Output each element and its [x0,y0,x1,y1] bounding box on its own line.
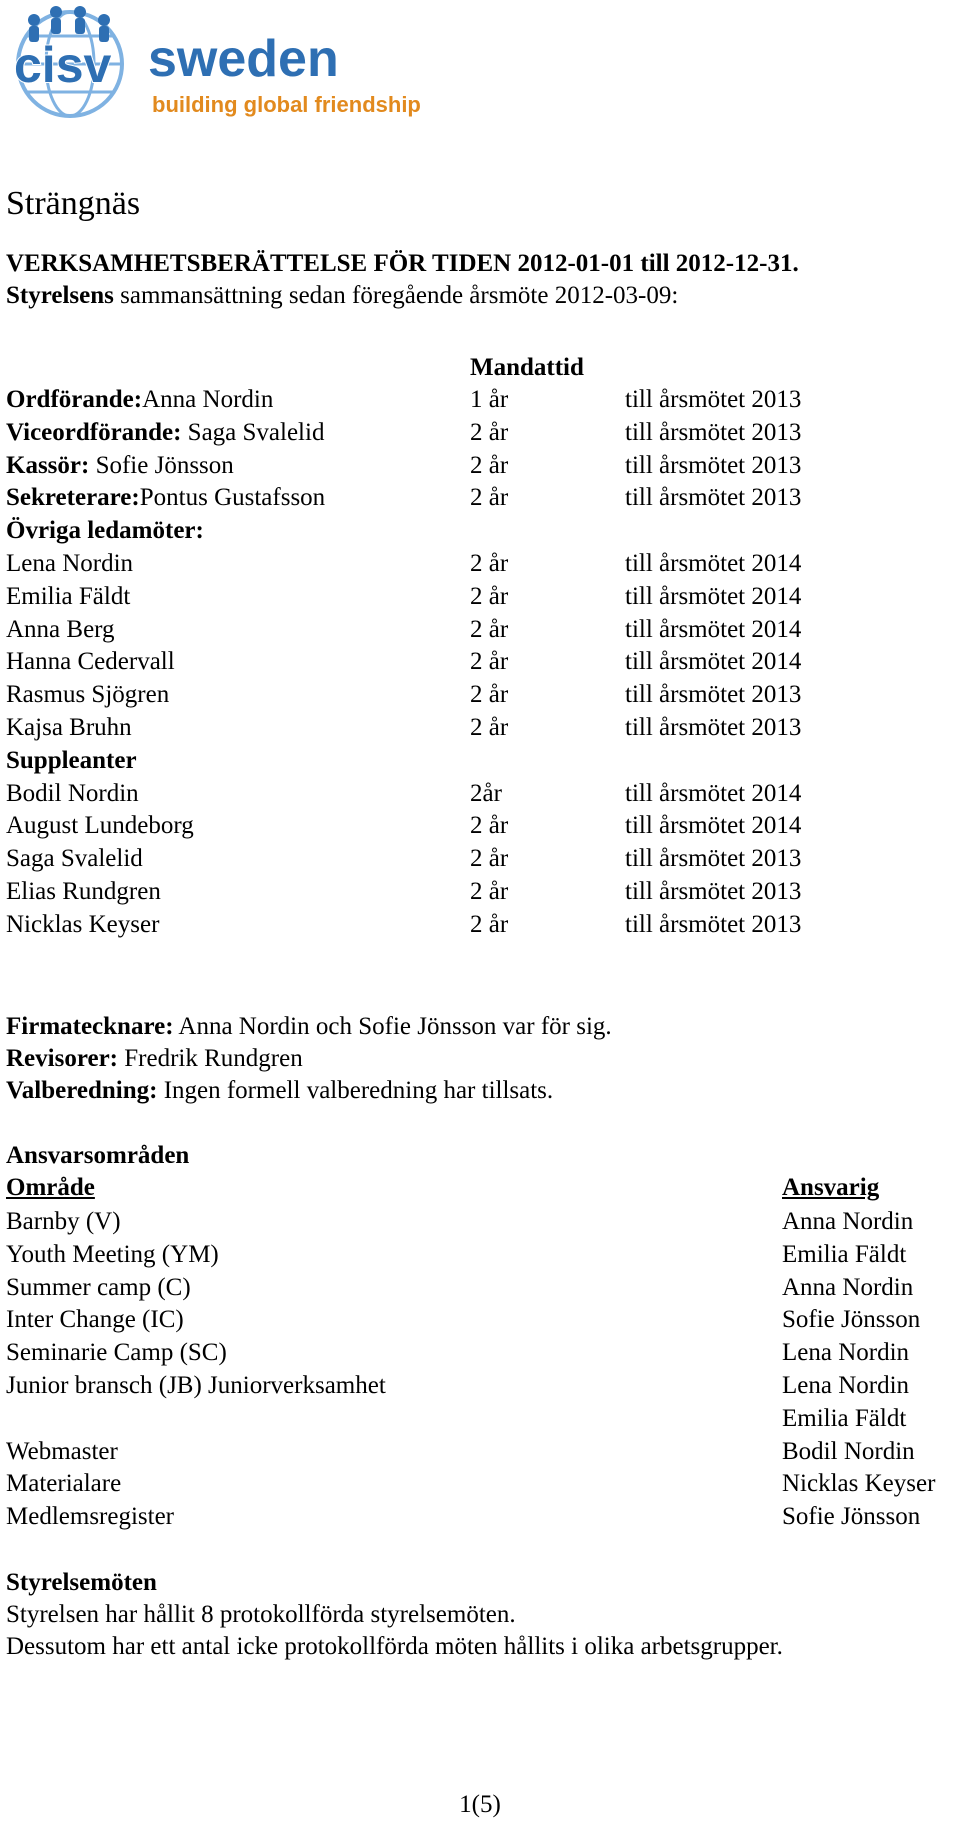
board-term: 2 år [470,549,509,577]
board-name: Pontus Gustafsson [139,484,326,512]
area-row [6,1304,956,1337]
board-until: till årsmötet 2013 [625,681,802,709]
board-term: 2 år [470,451,509,479]
board-row [6,482,906,515]
area-responsible: Sofie Jönsson [782,1503,921,1531]
board-until: till årsmötet 2014 [625,779,802,807]
board-member [6,548,133,581]
board-role: Viceordförande: [6,418,182,446]
area-row [6,1206,956,1239]
board-name: Elias Rundgren [6,877,161,905]
board-row [6,843,906,876]
board-role: Suppleanter [6,746,137,774]
board-term: 2 år [470,615,509,643]
board-name: Emilia Fäldt [6,582,131,610]
signatories-value: Anna Nordin och Sofie Jönsson var för sig. [173,1013,612,1040]
board-term: 2 år [470,910,509,938]
area-name: Summer camp (C) [6,1273,191,1301]
board-term: 2 år [470,713,509,741]
area-name: Webmaster [6,1437,118,1465]
board-term: 2 år [470,845,509,873]
meetings-heading: Styrelsemöten [6,1569,157,1596]
area-name: Materialare [6,1470,122,1498]
board-member [6,778,139,811]
board-until: till årsmötet 2014 [625,648,802,676]
areas-header-area: Område [6,1174,95,1201]
board-until: till årsmötet 2014 [625,549,802,577]
board-member [6,810,194,843]
area-responsible: Anna Nordin [782,1273,914,1301]
board-until: till årsmötet 2014 [625,615,802,643]
board-term: 2 år [470,812,509,840]
area-responsible: Sofie Jönsson [782,1306,921,1334]
nomination-value: Ingen formell valberedning har tillsats. [157,1077,554,1104]
board-member [6,876,161,909]
meetings-line-2: Dessutom har ett antal icke protokollförda möten hållits i olika arbetsgrupper. [6,1633,783,1660]
area-row [6,1370,956,1403]
area-row [6,1337,956,1370]
board-member [6,482,325,515]
area-name: Youth Meeting (YM) [6,1240,219,1268]
board-name: Hanna Cedervall [6,648,175,676]
board-name: Anna Nordin [142,386,274,413]
board-intro-rest: sammansättning sedan föregående årsmöte 2012-03-09: [113,282,679,309]
board-until: till årsmötet 2013 [625,484,802,512]
board-term: 2 år [470,418,509,446]
board-member [6,679,169,712]
board-until: till årsmötet 2014 [625,812,802,840]
board-member [6,745,137,778]
auditors-label: Revisorer: [6,1045,118,1072]
board-name: Rasmus Sjögren [6,681,170,709]
area-responsible: Bodil Nordin [782,1437,915,1465]
board-member [6,646,175,679]
board-row [6,646,906,679]
board-name: Sofie Jönsson [89,451,234,479]
board-name: Nicklas Keyser [6,910,160,938]
board-row [6,614,906,647]
areas-header-responsible: Ansvarig [782,1174,880,1201]
board-member [6,450,234,483]
cisv-sweden-logo [4,2,424,120]
board-name: Bodil Nordin [6,779,139,807]
signatories-label: Firmatecknare: [6,1013,174,1040]
board-until: till årsmötet 2013 [625,418,802,446]
board-row [6,778,906,811]
board-row [6,515,906,548]
area-row [6,1239,956,1272]
board-member [6,712,132,745]
area-row [6,1436,956,1469]
board-member [6,417,324,450]
board-name: Kajsa Bruhn [6,713,132,741]
board-role: Sekreterare: [6,484,140,512]
board-until: till årsmötet 2013 [625,451,802,479]
board-member [6,581,130,614]
area-name: Junior bransch (JB) Juniorverksamhet [6,1371,386,1399]
auditors-line [6,1043,303,1075]
mandattid-header: Mandattid [470,354,584,381]
area-name: Medlemsregister [6,1503,175,1531]
board-table [6,384,906,942]
board-row [6,876,906,909]
area-responsible: Lena Nordin [782,1371,910,1399]
board-until: till årsmötet 2013 [625,877,802,905]
board-row [6,745,906,778]
logo-tagline: building global friendship [152,92,421,117]
board-until: till årsmötet 2014 [625,582,802,610]
area-row [6,1468,956,1501]
board-member [6,384,273,417]
board-name: Saga Svalelid [181,418,325,446]
board-until: till årsmötet 2013 [625,845,802,873]
area-row [6,1403,956,1436]
nomination-label: Valberedning: [6,1077,158,1104]
board-member [6,515,204,548]
signatories-line [6,1011,612,1043]
board-intro [6,280,678,312]
board-name: Lena Nordin [6,549,134,577]
area-name: Seminarie Camp (SC) [6,1339,227,1367]
board-term: 2 år [470,877,509,905]
board-term: 2 år [470,681,509,709]
board-row [6,810,906,843]
document-title: Strängnäs [6,185,141,222]
area-responsible: Emilia Fäldt [782,1240,907,1268]
areas-heading: Ansvarsområden [6,1142,190,1169]
page-number: 1(5) [459,1791,501,1818]
auditors-value: Fredrik Rundgren [118,1045,303,1072]
board-member [6,909,159,942]
board-intro-bold: Styrelsens [6,282,114,309]
area-responsible: Emilia Fäldt [782,1404,907,1432]
board-row [6,417,906,450]
board-name: Saga Svalelid [6,845,143,873]
board-name: Anna Berg [6,615,115,643]
board-row [6,384,906,417]
logo-graphic [4,2,424,120]
area-row [6,1272,956,1305]
area-responsible: Lena Nordin [782,1339,910,1367]
board-term: 2 år [470,582,509,610]
area-responsible: Nicklas Keyser [782,1470,936,1498]
board-name: August Lundeborg [6,812,194,840]
nomination-line [6,1075,553,1107]
board-row [6,581,906,614]
areas-table [6,1206,956,1534]
board-until: till årsmötet 2013 [625,386,802,413]
board-term: 2 år [470,648,509,676]
area-responsible: Anna Nordin [782,1208,914,1235]
board-role: Ordförande: [6,386,143,413]
board-row [6,679,906,712]
board-term: 2år [470,779,502,807]
board-row [6,909,906,942]
board-term: 1 år [470,386,509,413]
logo-cisv-text: cisv [14,37,112,93]
board-role: Kassör: [6,451,90,479]
meetings-line-1: Styrelsen har hållit 8 protokollförda styrelsemöten. [6,1601,516,1628]
area-row [6,1501,956,1534]
board-role: Övriga ledamöter: [6,517,204,545]
board-until: till årsmötet 2013 [625,713,802,741]
board-row [6,712,906,745]
logo-sweden-text: sweden [148,30,339,88]
area-name: Inter Change (IC) [6,1306,184,1334]
board-until: till årsmötet 2013 [625,910,802,938]
report-heading: VERKSAMHETSBERÄTTELSE FÖR TIDEN 2012-01-01 till 2012-12-31. [6,250,799,277]
board-row [6,450,906,483]
board-row [6,548,906,581]
area-name: Barnby (V) [6,1208,121,1235]
board-term: 2 år [470,484,509,512]
board-member [6,843,143,876]
board-member [6,614,115,647]
